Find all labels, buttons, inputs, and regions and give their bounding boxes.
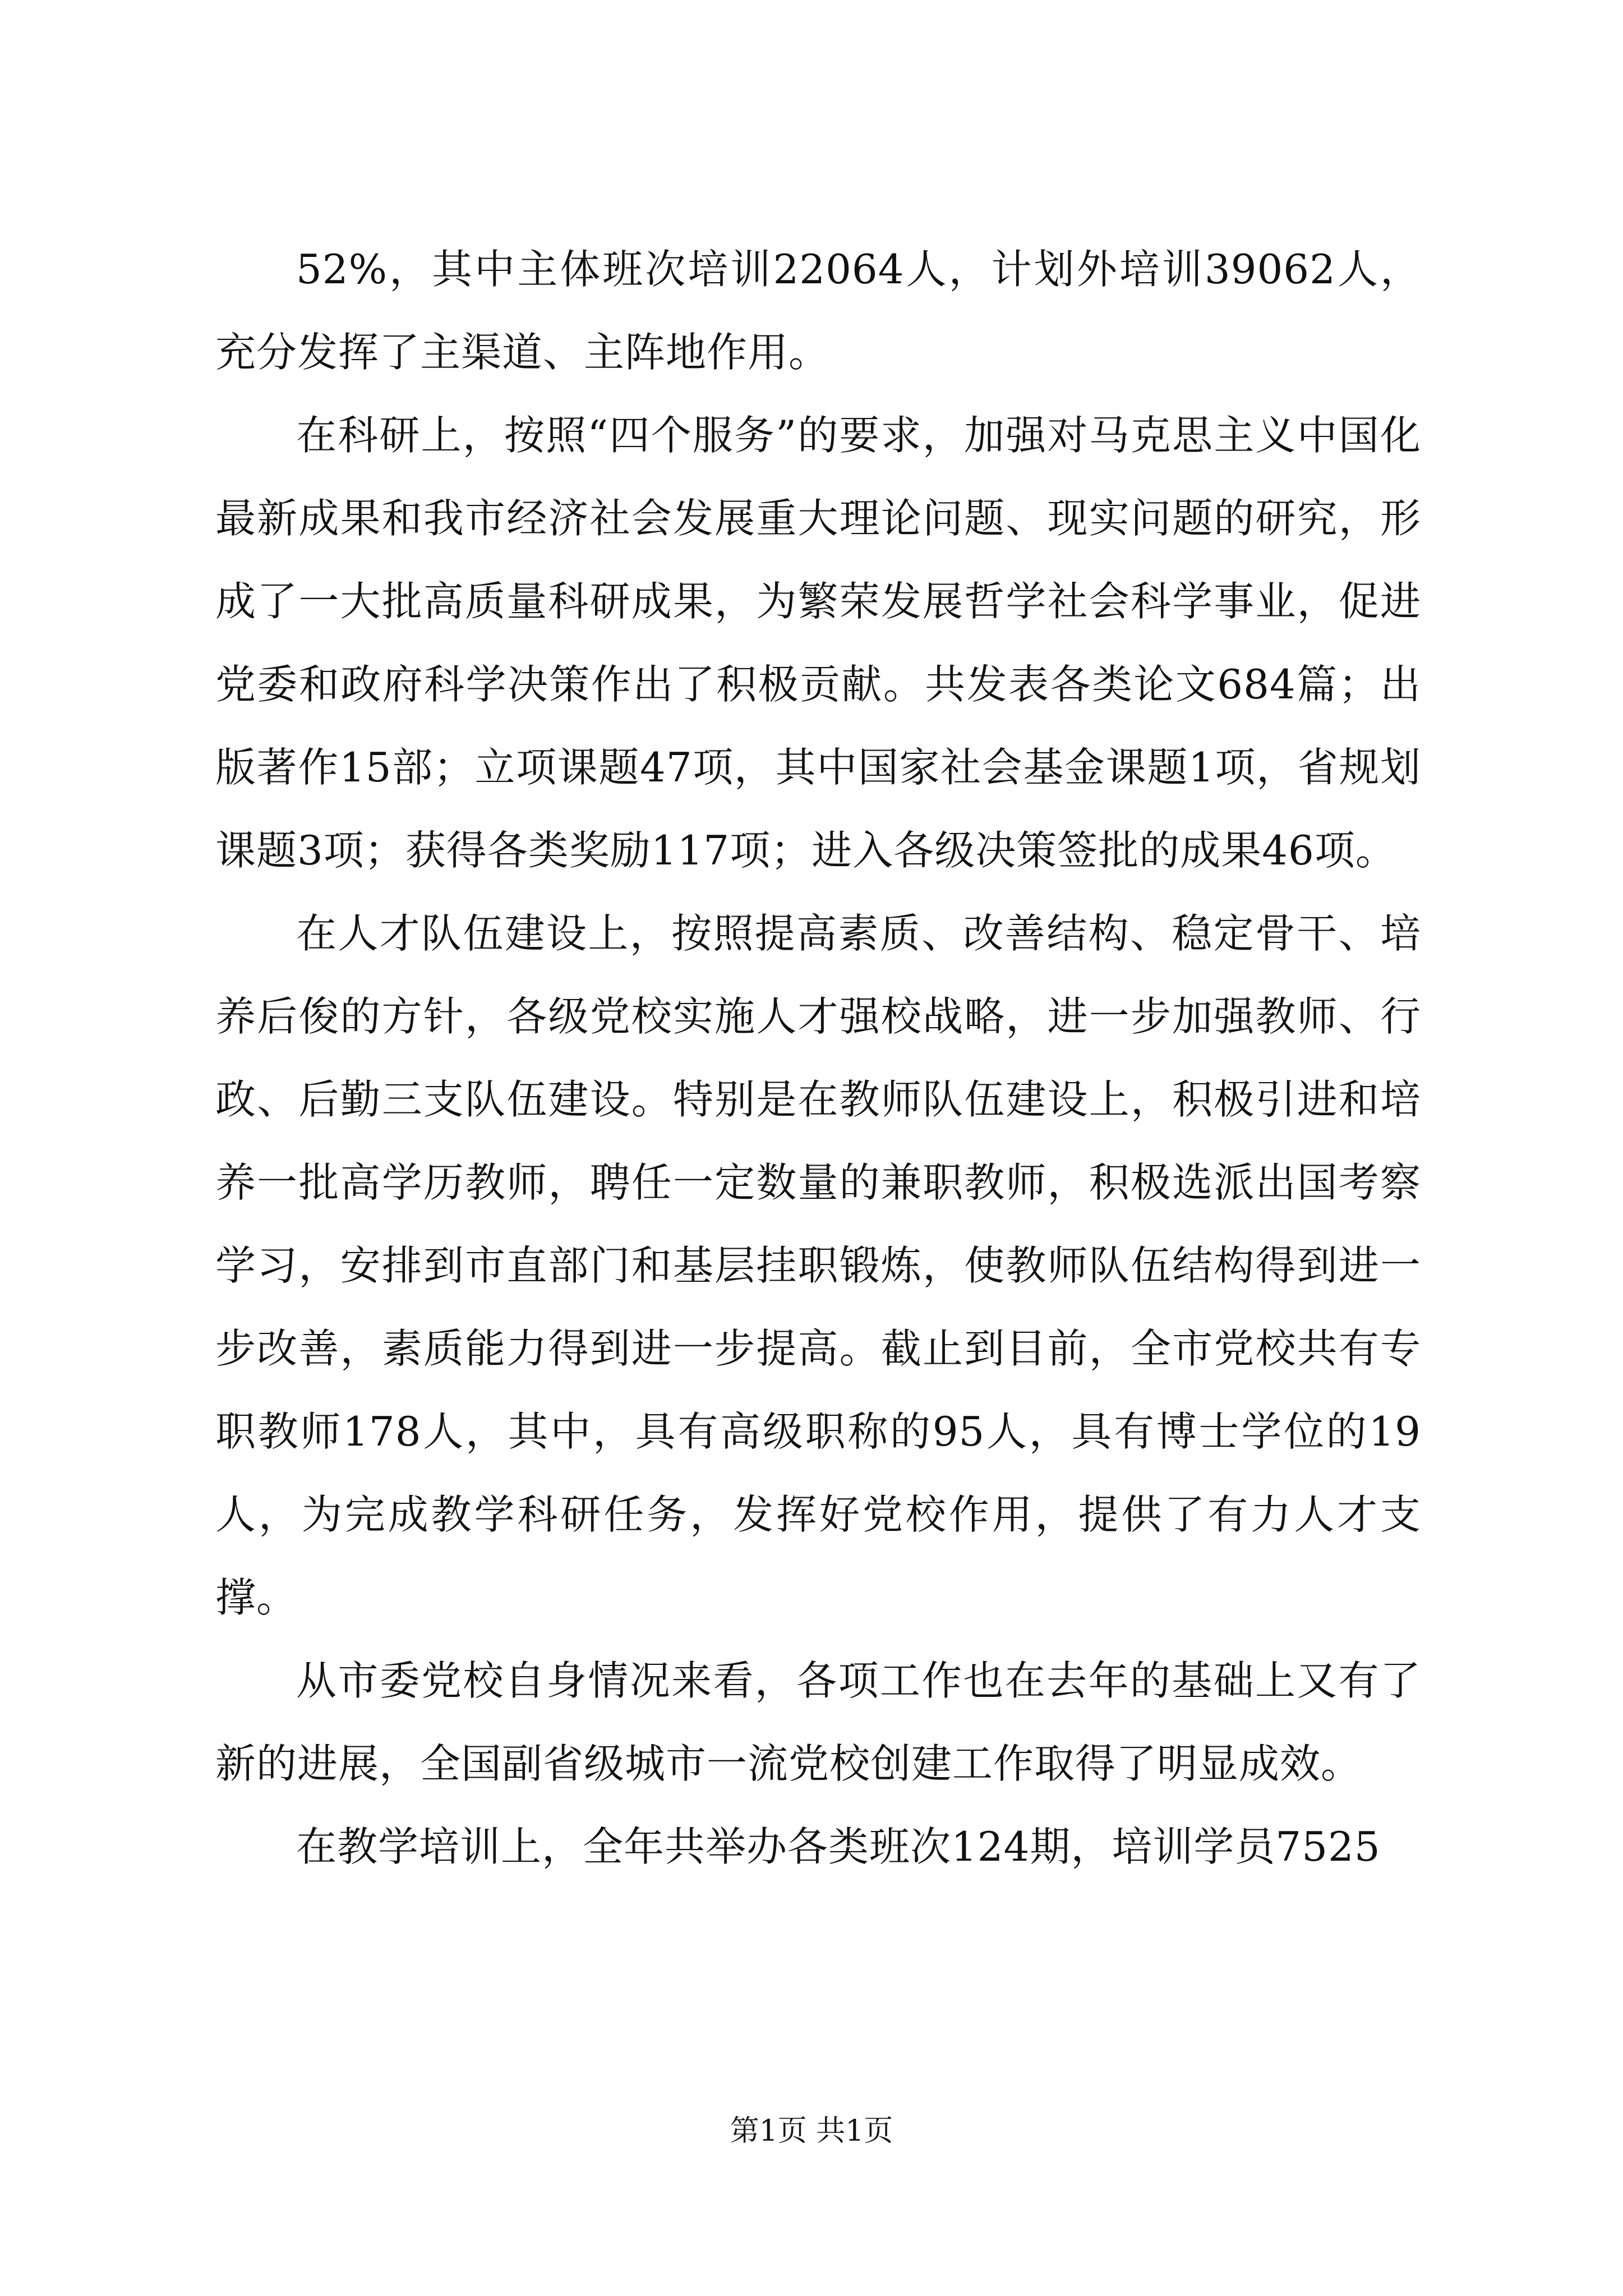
paragraph-training-summary: 52%，其中主体班次培训22064人，计划外培训39062人，充分发挥了主渠道、主阵地作用。: [215, 246, 1421, 376]
paragraph-talent-team: 在人才队伍建设上，按照提高素质、改善结构、稳定骨干、培养后俊的方针，各级党校实施人才强校战略，进一步加强教师、行政、后勤三支队伍建设。特别是在教师队伍建设上，积极引进和培养一批高学历教师，聘任一定数量的兼职教师，积极选派出国考察学习，安排到市直部门和基层挂职锻炼，使教师队伍结构得到进一步改善，素质能力得到进一步提高。截止到目前，全市党校共有专职教师178人，其中，具有高级职称的95人，具有博士学位的19人，为完成教学科研任务，发挥好党校作用，提供了有力人才支撑。: [215, 910, 1421, 1621]
document-body: [215, 228, 1421, 1888]
paragraph-party-school-progress: 从市委党校自身情况来看，各项工作也在去年的基础上又有了新的进展，全国副省级城市一流党校创建工作取得了明显成效。: [215, 1657, 1421, 1787]
paragraph-research: 在科研上，按照“四个服务”的要求，加强对马克思主义中国化最新成果和我市经济社会发展重大理论问题、现实问题的研究，形成了一大批高质量科研成果，为繁荣发展哲学社会科学事业，促进党委和政府科学决策作出了积极贡献。共发表各类论文684篇；出版著作15部；立项课题47项，其中国家社会基金课题1项，省规划课题3项；获得各类奖励117项；进入各级决策签批的成果46项。: [215, 412, 1421, 874]
page-footer: [0, 2111, 1623, 2151]
page-number-label: 第1页 共1页: [730, 2114, 893, 2148]
paragraph-teaching-training: 在教学培训上，全年共举办各类班次124期，培训学员7525: [296, 1823, 1381, 1870]
